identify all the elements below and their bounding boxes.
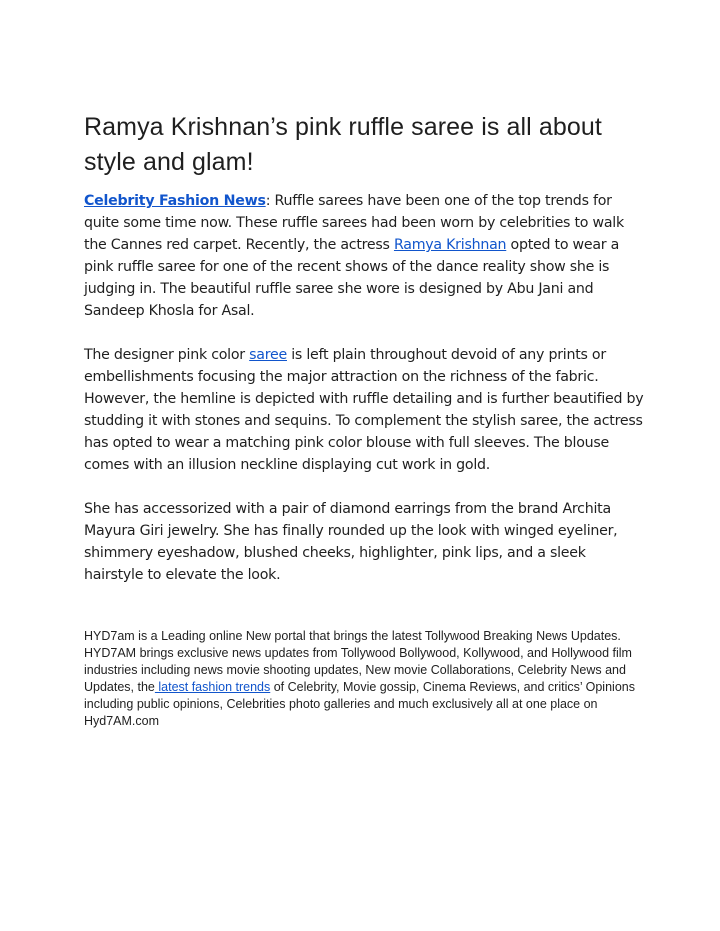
paragraph-intro-text-2: opted to wear a pink ruffle saree for one of the recent shows of the dance reality show she is judging in. The beautiful ruffle saree she wore is designed by Abu Jani and Sandeep Khosla for Asal. xyxy=(84,237,620,319)
paragraph-spacer xyxy=(84,322,644,344)
footer-about xyxy=(84,628,644,730)
article-title: Ramya Krishnan’s pink ruffle saree is all about style and glam! xyxy=(84,113,602,176)
paragraph-design-text-1: The designer pink color xyxy=(84,347,250,363)
footer-about-text-2: of Celebrity, Movie gossip, Cinema Reviews, and critics’ Opinions including public opinions, Celebrities photo galleries and much exclusively all at one place on Hyd7AM.com xyxy=(84,680,635,728)
paragraph-intro xyxy=(84,190,644,322)
latest-fashion-trends-link[interactable]: latest fashion trends xyxy=(154,680,271,694)
paragraph-accessories: She has accessorized with a pair of diamond earrings from the brand Archita Mayura Giri jewelry. She has finally rounded up the look with winged eyeliner, shimmery eyeshadow, blushed cheeks, highlighter, pink lips, and a sleek hairstyle to elevate the look. xyxy=(84,501,618,583)
paragraph-design xyxy=(84,344,644,476)
footer-about-text-1: HYD7am is a Leading online New portal that brings the latest Tollywood Breaking News Updates. HYD7AM brings exclusive news updates from Tollywood Bollywood, Kollywood, and Hollywood film industries including news movie shooting updates, New movie Collaborations, Celebrity News and Updates, the xyxy=(84,629,632,694)
ramya-krishnan-link[interactable]: Ramya Krishnan xyxy=(393,237,507,253)
saree-link[interactable]: saree xyxy=(249,347,287,363)
document-page xyxy=(84,110,644,730)
paragraph-design-text-2: is left plain throughout devoid of any prints or embellishments focusing the major attraction on the richness of the fabric. However, the hemline is depicted with ruffle detailing and is further beautified by studding it with stones and sequins. To complement the stylish saree, the actress has opted to wear a matching pink color blouse with full sleeves. The blouse comes with an illusion neckline displaying cut work in gold. xyxy=(84,347,644,473)
paragraph-intro-text-1: : Ruffle sarees have been one of the top trends for quite some time now. These ruffle sarees had been worn by celebrities to walk the Cannes red carpet. Recently, the actress xyxy=(84,193,624,253)
paragraph-spacer xyxy=(84,476,644,498)
celebrity-fashion-news-link[interactable]: Celebrity Fashion News xyxy=(84,193,266,209)
